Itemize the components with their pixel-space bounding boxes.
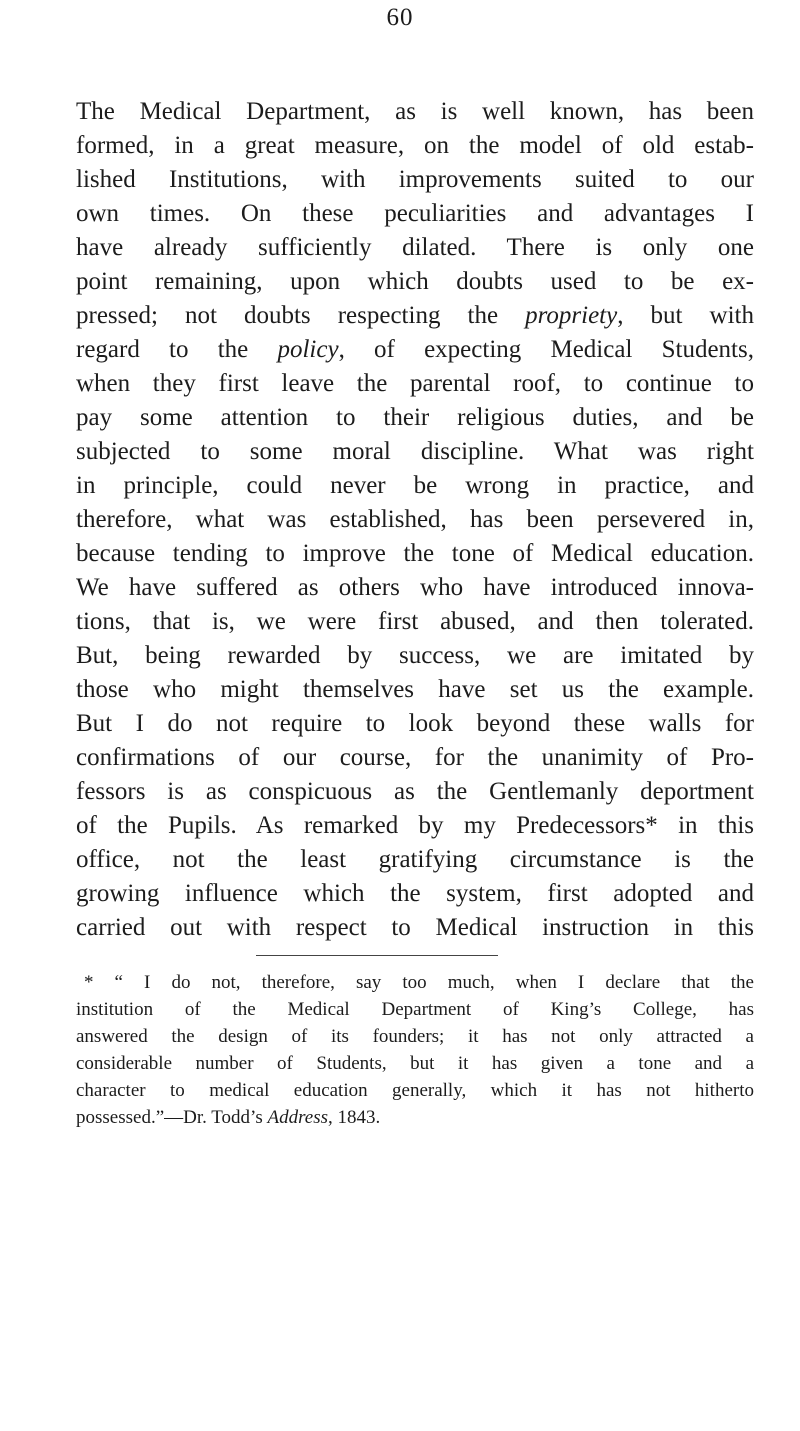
text-line: growing influence which the system, first adopted and (76, 880, 754, 907)
page-number: 60 (386, 4, 414, 31)
text-line: office, not the least gratifying circumstance is the (76, 846, 754, 873)
footnote-divider (256, 955, 498, 956)
text-line: The Medical Department, as is well known, has been (76, 98, 754, 125)
text-line: formed, in a great measure, on the model of old estab- (76, 132, 754, 159)
emphasis-address: Address (267, 1107, 329, 1128)
text-line: because tending to improve the tone of Medical education. (76, 540, 754, 567)
text-line: pay some attention to their religious duties, and be (76, 404, 754, 431)
text-line: But, being rewarded by success, we are imitated by (76, 642, 754, 669)
footnote-line: answered the design of its founders; it has not only attracted a (76, 1026, 754, 1047)
text-line: therefore, what was established, has been persevered in, (76, 506, 754, 533)
text-line: lished Institutions, with improvements suited to our (76, 166, 754, 193)
text-line: subjected to some moral discipline. What was right (76, 438, 754, 465)
text-segment: pressed; not doubts respecting the (76, 302, 499, 329)
text-segment: possessed.”—Dr. Todd’s (76, 1107, 263, 1128)
text-line: carried out with respect to Medical instruction in this (76, 914, 754, 941)
emphasis-propriety: propriety (525, 302, 618, 329)
footnote-line: institution of the Medical Department of King’s College, has (76, 999, 754, 1020)
text-segment: regard to the (76, 336, 249, 363)
text-line: tions, that is, we were first abused, and then tolerated. (76, 608, 754, 635)
text-line: those who might themselves have set us the example. (76, 676, 754, 703)
text-line: in principle, could never be wrong in practice, and (76, 472, 754, 499)
text-line: We have suffered as others who have introduced innova- (76, 574, 754, 601)
text-line: when they first leave the parental roof, to continue to (76, 370, 754, 397)
text-line: point remaining, upon which doubts used to be ex- (76, 268, 754, 295)
footnote-line: * “ I do not, therefore, say too much, when I declare that the (84, 972, 754, 993)
footnote-line: considerable number of Students, but it has given a tone and a (76, 1053, 754, 1074)
footnote-line: character to medical education generally, which it has not hitherto (76, 1080, 754, 1101)
text-segment: , of expecting Medical Students, (338, 336, 754, 363)
emphasis-policy: policy (277, 336, 339, 363)
text-line: have already sufficiently dilated. There is only one (76, 234, 754, 261)
text-line: of the Pupils. As remarked by my Predecessors* in this (76, 812, 754, 839)
text-segment: , but with (617, 302, 754, 329)
text-line: confirmations of our course, for the unanimity of Pro- (76, 744, 754, 771)
footnote-line (76, 1103, 754, 1132)
text-line: But I do not require to look beyond these walls for (76, 710, 754, 737)
text-segment: , 1843. (328, 1107, 381, 1128)
text-line: fessors is as conspicuous as the Gentlemanly deportment (76, 778, 754, 805)
text-line: own times. On these peculiarities and advantages I (76, 200, 754, 227)
